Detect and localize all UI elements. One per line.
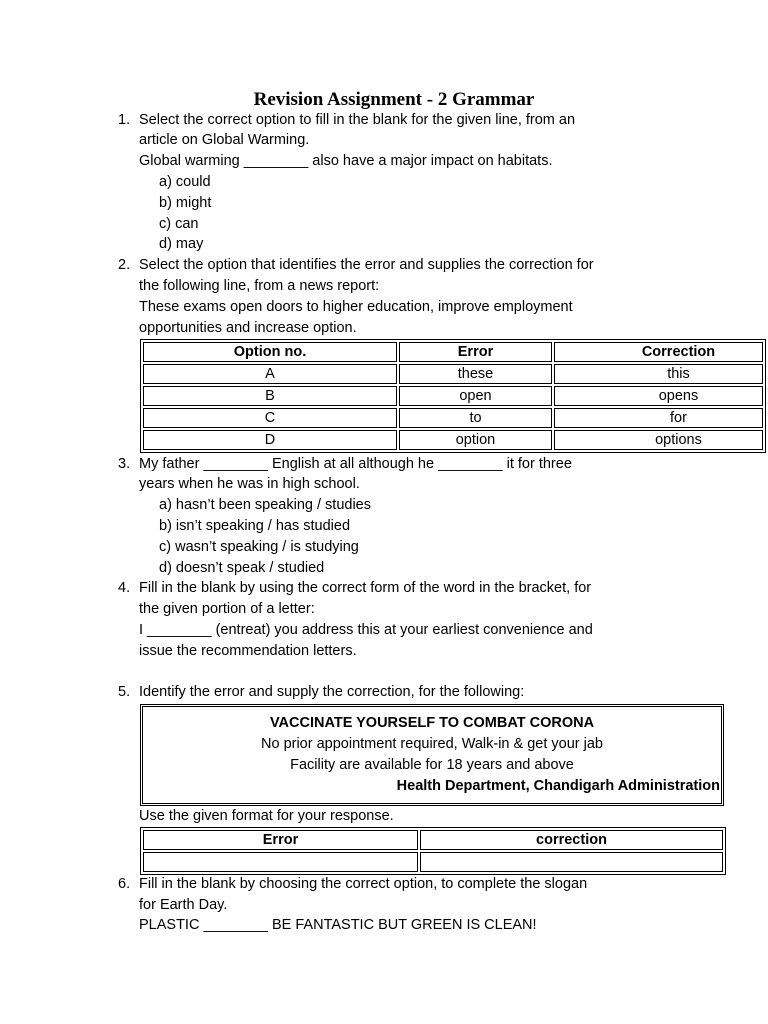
correction-cell: options xyxy=(554,430,763,450)
header-correction: Correction xyxy=(554,342,763,362)
question-text-line: issue the recommendation letters. xyxy=(139,642,357,659)
error-cell: these xyxy=(399,364,552,384)
option-no-cell: A xyxy=(143,364,397,384)
question-text-line: I ________ (entreat) you address this at your earliest convenience and xyxy=(139,621,593,638)
question-list xyxy=(118,110,758,937)
question-text-line: article on Global Warming. xyxy=(139,132,310,149)
header-error: Error xyxy=(143,830,418,850)
option-c: c) can xyxy=(159,215,199,232)
question-text-line: Select the option that identifies the error and supplies the correction for xyxy=(139,257,594,274)
response-table xyxy=(140,827,726,875)
question-number: 6. xyxy=(118,875,131,892)
table-header-row xyxy=(143,342,763,362)
question-text-line: These exams open doors to higher education, improve employment xyxy=(139,298,573,315)
page-title: Revision Assignment - 2 Grammar xyxy=(253,89,535,110)
table-row xyxy=(143,408,763,428)
option-d: d) may xyxy=(159,236,204,253)
header-error: Error xyxy=(399,342,552,362)
question-text-line: Select the correct option to fill in the blank for the given line, from an xyxy=(139,111,576,128)
table-header-row xyxy=(143,830,723,850)
option-a: a) could xyxy=(159,173,211,190)
table-row xyxy=(143,430,763,450)
option-no-cell: B xyxy=(143,386,397,406)
question-3 xyxy=(118,454,758,579)
option-no-cell: D xyxy=(143,430,397,450)
question-number: 3. xyxy=(118,455,131,472)
response-table-wrapper xyxy=(139,827,758,874)
question-6 xyxy=(118,874,758,936)
notice-signature: Health Department, Chandigarh Administration xyxy=(396,777,720,794)
question-number: 2. xyxy=(118,257,131,274)
option-no-cell: C xyxy=(143,408,397,428)
notice-box xyxy=(140,704,724,806)
question-5 xyxy=(118,682,758,874)
option-d: d) doesn’t speak / studied xyxy=(159,559,325,576)
question-number: 4. xyxy=(118,580,131,597)
question-text-line: opportunities and increase option. xyxy=(139,319,357,336)
question-text-line: years when he was in high school. xyxy=(139,476,360,493)
question-text-line: for Earth Day. xyxy=(139,896,228,913)
question-text-line: Fill in the blank by choosing the correct option, to complete the slogan xyxy=(139,875,588,892)
question-4 xyxy=(118,578,758,661)
response-correction-cell xyxy=(420,852,723,872)
format-instruction: Use the given format for your response. xyxy=(139,807,394,824)
question-text-line: My father ________ English at all although he ________ it for three xyxy=(139,455,572,472)
question-number: 5. xyxy=(118,684,131,701)
header-correction: correction xyxy=(420,830,723,850)
question-number: 1. xyxy=(118,111,131,128)
table-row xyxy=(143,364,763,384)
error-cell: to xyxy=(399,408,552,428)
question-text-line: the given portion of a letter: xyxy=(139,601,315,618)
blank-line xyxy=(118,662,758,683)
header-option-no: Option no. xyxy=(143,342,397,362)
question-text-line: PLASTIC ________ BE FANTASTIC BUT GREEN IS CLEAN! xyxy=(139,917,537,934)
table-row xyxy=(143,852,723,872)
question-2 xyxy=(118,255,758,453)
correction-cell: for xyxy=(554,408,763,428)
response-error-cell xyxy=(143,852,418,872)
options-table xyxy=(140,339,766,453)
question-1 xyxy=(118,110,758,256)
notice-line: No prior appointment required, Walk-in & get your jab xyxy=(261,736,603,753)
error-cell: option xyxy=(399,430,552,450)
question-text-line: the following line, from a news report: xyxy=(139,277,380,294)
correction-cell: opens xyxy=(554,386,763,406)
option-a: a) hasn’t been speaking / studies xyxy=(159,497,371,514)
table-row xyxy=(143,386,763,406)
option-b: b) isn’t speaking / has studied xyxy=(159,517,351,534)
error-cell: open xyxy=(399,386,552,406)
option-c: c) wasn’t speaking / is studying xyxy=(159,538,359,555)
options-table-wrapper xyxy=(139,338,758,453)
correction-cell: this xyxy=(554,364,763,384)
notice-heading: VACCINATE YOURSELF TO COMBAT CORONA xyxy=(269,715,595,732)
question-text-line: Identify the error and supply the correction, for the following: xyxy=(139,684,525,701)
option-b: b) might xyxy=(159,194,212,211)
question-text-line: Global warming ________ also have a major impact on habitats. xyxy=(139,153,553,170)
question-text-line: Fill in the blank by using the correct form of the word in the bracket, for xyxy=(139,580,592,597)
notice-line: Facility are available for 18 years and above xyxy=(290,756,574,773)
